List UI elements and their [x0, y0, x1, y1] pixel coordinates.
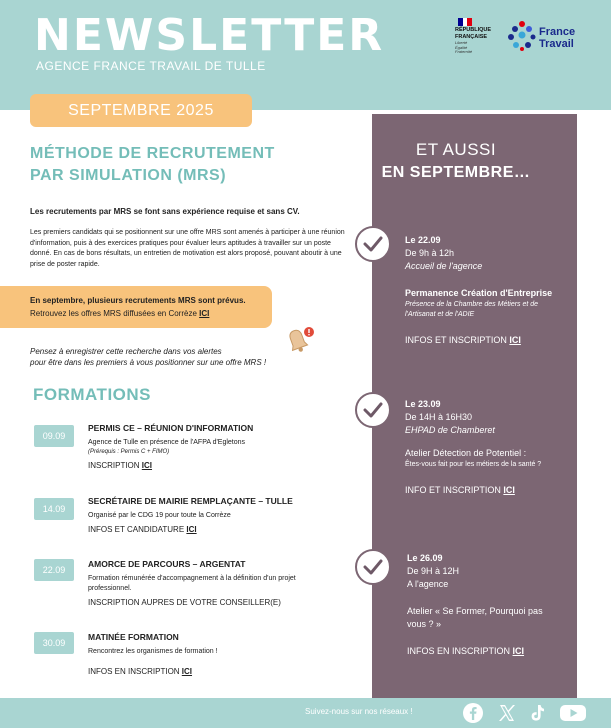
event-22-09: Le 22.09 De 9h à 12h Accueil de l'agence Permanence Création d'Entreprise Présence de la Chambre des Métiers et de l'Artisanat et de l'ADIE INFOS ET INSCRIPTION ICI	[405, 234, 575, 347]
event-26-09: Le 26.09 De 9H à 12H A l'agence Atelier « Se Former, Pourquoi pas vous ? » INFOS EN INSCRIPTION ICI	[407, 552, 575, 658]
x-icon[interactable]	[496, 702, 518, 724]
republique-francaise-flag-icon	[458, 18, 472, 26]
formation-date-badge: 09.09	[34, 425, 74, 447]
alert-reminder: Pensez à enregistrer cette recherche dans vos alertes pour être dans les premiers à vous positionner sur une offre MRS !	[30, 347, 267, 367]
france-travail-logo-icon	[507, 20, 537, 52]
sidebar-subtitle: EN SEPTEMBRE…	[381, 164, 531, 181]
formations-title: FORMATIONS	[33, 385, 152, 404]
event-cta: INFO ET INSCRIPTION ICI	[405, 485, 515, 495]
formation-title: AMORCE DE PARCOURS – ARGENTAT	[88, 559, 246, 569]
mrs-section-title: MÉTHODE DE RECRUTEMENT PAR SIMULATION (MRS)	[30, 145, 275, 184]
matinee-signup-link[interactable]: ICI	[181, 667, 193, 676]
follow-us-text: Suivez-nous sur nos réseaux !	[305, 707, 413, 716]
footer	[0, 698, 611, 728]
check-icon	[355, 226, 391, 262]
secretaire-mairie-apply-link[interactable]: ICI	[186, 525, 197, 534]
formation-title: MATINÉE FORMATION	[88, 632, 179, 642]
formation-cta: INSCRIPTION ICI	[88, 461, 153, 470]
republique-motto: Liberté Égalité Fraternité	[455, 40, 473, 54]
republique-francaise-logo: RÉPUBLIQUE FRANÇAISE	[455, 27, 492, 40]
formation-cta: INFOS EN INSCRIPTION ICI	[88, 667, 193, 676]
event-23-09: Le 23.09 De 14H à 16H30 EHPAD de Chamberet Atelier Détection de Potentiel : Êtes-vous fait pour les métiers de la santé ? INFO ET INSCRIPTION ICI	[405, 398, 575, 497]
tiktok-icon[interactable]	[526, 702, 548, 724]
france-travail-wordmark: France Travail	[539, 26, 576, 50]
permis-ce-signup-link[interactable]: ICI	[141, 461, 153, 470]
newsletter-title: NEWSLETTER	[34, 10, 385, 61]
sidebar-title: ET AUSSI	[415, 140, 497, 159]
check-icon	[355, 549, 391, 585]
callout-headline: En septembre, plusieurs recrutements MRS sont prévus.	[30, 296, 246, 305]
check-icon	[355, 392, 391, 428]
formation-date-badge: 30.09	[34, 632, 74, 654]
youtube-icon[interactable]	[559, 702, 587, 724]
formation-item-amorce-parcours: AMORCE DE PARCOURS – ARGENTAT Formation rémunérée d'accompagnement à la définition d'un projet professionnel. INSCRIPTION AUPRES DE VOTRE CONSEILLER(E)	[88, 559, 358, 608]
event-cta: INFOS ET INSCRIPTION ICI	[405, 335, 521, 345]
facebook-icon[interactable]	[462, 702, 484, 724]
agency-subtitle: AGENCE FRANCE TRAVAIL DE TULLE	[36, 59, 266, 73]
formation-item-matinee: MATINÉE FORMATION Rencontrez les organismes de formation ! INFOS EN INSCRIPTION ICI	[88, 632, 358, 677]
formation-item-permis-ce: PERMIS CE – RÉUNION D'INFORMATION Agence de Tulle en présence de l'AFPA d'Egletons (Prérequis : Permis C + FIMO) INSCRIPTION ICI	[88, 423, 358, 471]
formation-cta: INFOS ET CANDIDATURE ICI	[88, 525, 197, 534]
event-23-09-signup-link[interactable]: ICI	[503, 485, 515, 495]
formation-title: PERMIS CE – RÉUNION D'INFORMATION	[88, 423, 254, 433]
formation-date-badge: 22.09	[34, 559, 74, 581]
mrs-lead: Les recrutements par MRS se font sans expérience requise et sans CV.	[30, 207, 300, 216]
month-banner: SEPTEMBRE 2025	[30, 94, 252, 127]
callout-text: Retrouvez les offres MRS diffusées en Corrèze ICI	[30, 309, 210, 318]
partner-logos	[450, 18, 600, 62]
formation-title: SECRÉTAIRE DE MAIRIE REMPLAÇANTE – TULLE	[88, 496, 293, 506]
event-26-09-signup-link[interactable]: ICI	[512, 646, 525, 656]
mrs-description: Les premiers candidats qui se positionnent sur une offre MRS sont amenés à participer à une réunion d'information, puis à des exercices pratiques pour évaluer leurs aptitudes à travailler sur un poste donné. En cas de bons résultats, un entretien de motivation est alors proposé, pouvant aboutir à une prise de poster rapide.	[30, 229, 345, 268]
formation-date-badge: 14.09	[34, 498, 74, 520]
mrs-offers-link[interactable]: ICI	[199, 309, 210, 318]
event-22-09-signup-link[interactable]: ICI	[509, 335, 521, 345]
formation-cta: INSCRIPTION AUPRES DE VOTRE CONSEILLER(E)	[88, 598, 281, 607]
mrs-callout	[0, 286, 272, 328]
formation-item-secretaire-mairie: SECRÉTAIRE DE MAIRIE REMPLAÇANTE – TULLE Organisé par le CDG 19 pour toute la Corrèze INFOS ET CANDIDATURE ICI	[88, 496, 358, 535]
event-cta: INFOS EN INSCRIPTION ICI	[407, 646, 525, 656]
